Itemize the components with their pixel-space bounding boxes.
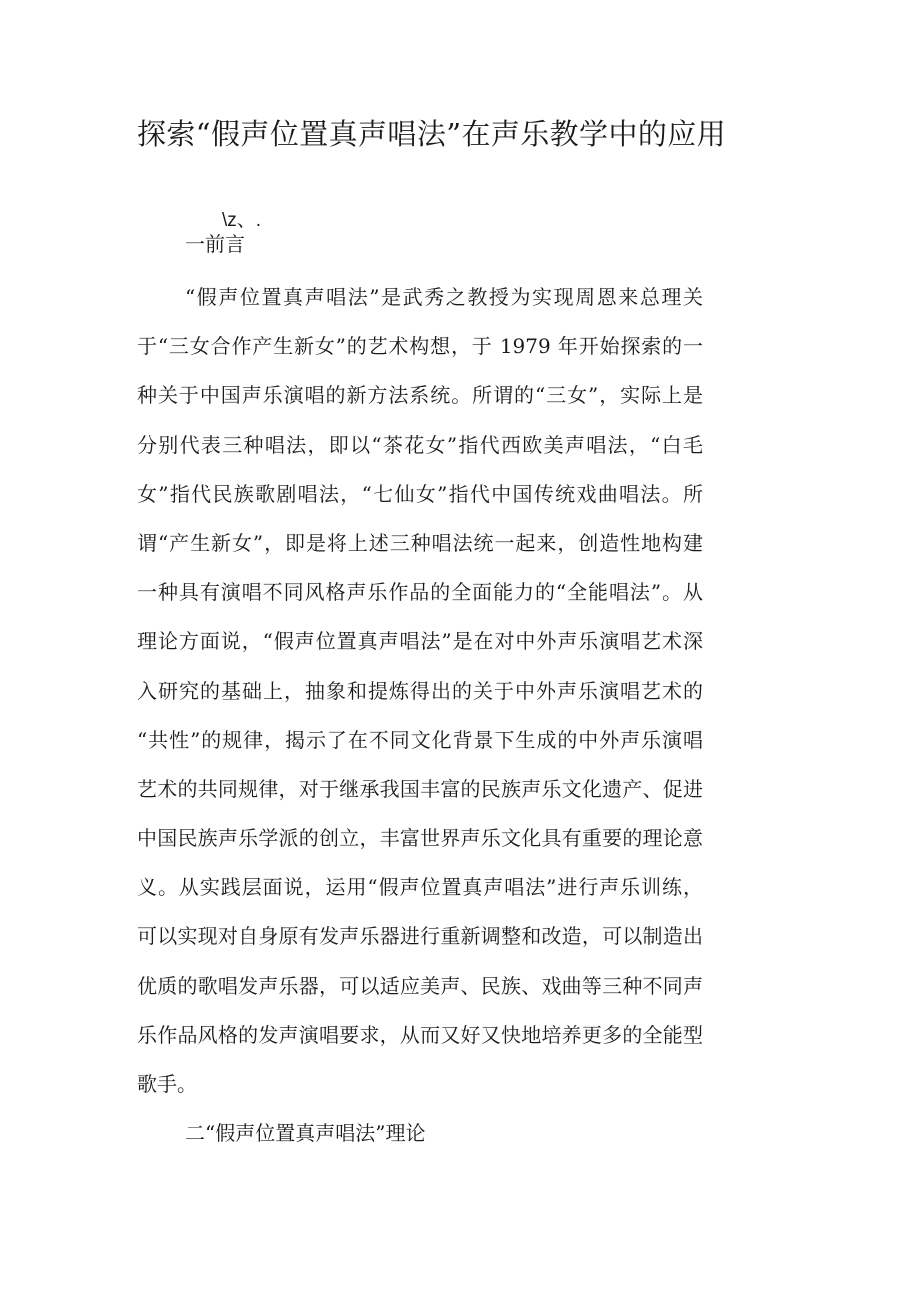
paragraph-line: 一种具有演唱不同风格声乐作品的全面能力的“全能唱法”。从	[137, 580, 703, 605]
stray-marker-text: \z、.	[222, 210, 262, 231]
paragraph-line: 女”指代民族歌剧唱法，“七仙女”指代中国传统戏曲唱法。所	[137, 481, 703, 506]
paragraph-line: 于“三女合作产生新女”的艺术构想，于 1979 年开始探索的一	[137, 334, 703, 359]
paragraph-line: 分别代表三种唱法，即以“茶花女”指代西欧美声唱法，“白毛	[137, 432, 703, 457]
section-heading-preface: 一前言	[185, 232, 245, 256]
paragraph-line: “共性”的规律，揭示了在不同文化背景下生成的中外声乐演唱	[137, 727, 703, 752]
paragraph-line: 理论方面说，“假声位置真声唱法”是在对中外声乐演唱艺术深	[137, 629, 703, 654]
paragraph-line: 优质的歌唱发声乐器，可以适应美声、民族、戏曲等三种不同声	[137, 973, 703, 998]
body-paragraph	[137, 281, 703, 1117]
paragraph-line: 乐作品风格的发声演唱要求，从而又好又快地培养更多的全能型	[137, 1022, 703, 1047]
paragraph-line: 中国民族声乐学派的创立，丰富世界声乐文化具有重要的理论意	[137, 826, 703, 851]
paragraph-line: 谓“产生新女”，即是将上述三种唱法统一起来，创造性地构建	[137, 530, 703, 555]
paragraph-line: 艺术的共同规律，对于继承我国丰富的民族声乐文化遗产、促进	[137, 776, 703, 801]
paragraph-line: “假声位置真声唱法”是武秀之教授为实现周恩来总理关	[185, 285, 703, 309]
paragraph-line: 入研究的基础上，抽象和提炼得出的关于中外声乐演唱艺术的	[137, 678, 703, 703]
paragraph-line: 种关于中国声乐演唱的新方法系统。所谓的“三女”，实际上是	[137, 383, 703, 408]
paragraph-line: 歌手。	[137, 1072, 197, 1096]
paragraph-line: 义。从实践层面说，运用“假声位置真声唱法”进行声乐训练，	[137, 875, 703, 900]
section-heading-theory: 二“假声位置真声唱法”理论	[185, 1121, 426, 1145]
document-title: 探索“假声位置真声唱法”在声乐教学中的应用	[137, 117, 727, 151]
paragraph-line: 可以实现对自身原有发声乐器进行重新调整和改造，可以制造出	[137, 924, 703, 949]
